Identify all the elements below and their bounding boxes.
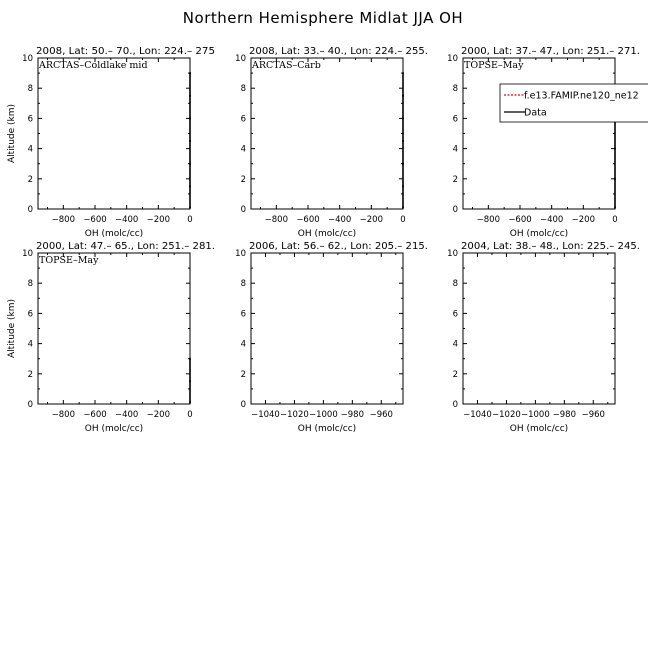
x-axis-label: OH (molc/cc) — [509, 229, 569, 239]
data-point — [189, 185, 191, 187]
y-axis-label: Altitude (km) — [7, 103, 17, 164]
data-point — [189, 380, 191, 382]
x-tick-label: −1040 — [251, 410, 280, 420]
y-axis-label: Altitude (km) — [7, 298, 17, 359]
y-tick-label: 8 — [452, 279, 458, 290]
y-tick-label: 4 — [27, 339, 33, 350]
y-tick-label: 6 — [27, 309, 33, 320]
data-point — [402, 140, 404, 142]
y-tick-label: 2 — [452, 369, 458, 380]
data-point — [189, 402, 191, 404]
x-tick-label: −800 — [476, 215, 501, 225]
x-tick-label: −400 — [539, 215, 564, 225]
y-tick-label: 10 — [235, 54, 246, 64]
campaign-label: TOPSE–May — [39, 255, 99, 266]
x-tick-label: −200 — [571, 215, 596, 225]
data-point — [189, 358, 191, 360]
y-tick-label: 8 — [452, 84, 458, 95]
y-tick-label: 10 — [235, 249, 246, 259]
x-tick-label: −960 — [581, 410, 605, 420]
x-tick-label: −400 — [327, 215, 352, 225]
x-tick-label: −1000 — [308, 410, 338, 420]
y-tick-label: 6 — [27, 114, 33, 125]
y-tick-label: 2 — [240, 369, 246, 380]
data-point — [189, 72, 191, 74]
y-tick-label: 2 — [452, 174, 458, 185]
x-tick-label: −800 — [51, 410, 76, 420]
y-tick-label: 0 — [27, 205, 33, 215]
panel-header: 2008, Lat: 33.– 40., Lon: 224.– 255. — [249, 46, 428, 57]
x-tick-label: −400 — [114, 215, 139, 225]
x-tick-label: −200 — [359, 215, 384, 225]
y-tick-label: 4 — [452, 339, 458, 350]
x-tick-label: 0 — [612, 215, 618, 225]
y-tick-label: 6 — [452, 309, 458, 320]
data-point — [189, 118, 191, 120]
data-point — [402, 72, 404, 74]
x-tick-label: −980 — [552, 410, 577, 420]
y-tick-label: 0 — [240, 400, 246, 410]
x-tick-label: 0 — [400, 215, 406, 225]
data-point — [614, 178, 616, 180]
x-tick-label: 0 — [187, 215, 193, 225]
legend-label: Data — [524, 107, 547, 119]
campaign-label: TOPSE–May — [464, 60, 524, 71]
data-point — [402, 118, 404, 120]
x-tick-label: −800 — [264, 215, 289, 225]
y-tick-label: 2 — [27, 174, 33, 185]
data-point — [402, 95, 404, 97]
data-point — [402, 185, 404, 187]
y-tick-label: 6 — [240, 309, 246, 320]
campaign-label: ARCTAS–Carb — [252, 60, 321, 71]
x-tick-label: −600 — [83, 215, 107, 225]
panel-header: 2000, Lat: 47.– 65., Lon: 251.– 281. — [36, 241, 215, 252]
x-tick-label: −980 — [340, 410, 365, 420]
y-tick-label: 4 — [240, 144, 246, 155]
x-axis-label: OH (molc/cc) — [297, 424, 357, 434]
x-tick-label: −400 — [114, 410, 139, 420]
data-point — [614, 207, 616, 209]
y-tick-label: 8 — [27, 84, 33, 95]
panel-header: 2008, Lat: 50.– 70., Lon: 224.– 275 — [36, 46, 215, 57]
x-tick-label: −800 — [51, 215, 76, 225]
legend-label: f.e13.FAMIP.ne120_ne12 — [524, 90, 639, 102]
x-tick-label: −200 — [146, 215, 171, 225]
legend — [500, 84, 648, 122]
y-tick-label: 8 — [240, 279, 246, 290]
y-tick-label: 6 — [452, 114, 458, 125]
data-point — [189, 163, 191, 165]
x-axis-label: OH (molc/cc) — [84, 424, 144, 434]
panel-header: 2004, Lat: 38.– 48., Lon: 225.– 245. — [461, 241, 640, 252]
y-tick-label: 8 — [27, 279, 33, 290]
panel-header: 2006, Lat: 56.– 62., Lon: 205.– 215. — [249, 241, 428, 252]
y-tick-label: 10 — [447, 54, 458, 64]
x-tick-label: −1020 — [492, 410, 521, 420]
y-tick-label: 4 — [27, 144, 33, 155]
y-tick-label: 0 — [240, 205, 246, 215]
x-tick-label: −600 — [296, 215, 320, 225]
x-axis-label: OH (molc/cc) — [84, 229, 144, 239]
y-tick-label: 0 — [452, 400, 458, 410]
panel-header: 2000, Lat: 37.– 47., Lon: 251.– 271. — [461, 46, 640, 57]
data-point — [402, 163, 404, 165]
y-tick-label: 10 — [22, 54, 33, 64]
x-tick-label: −200 — [146, 410, 171, 420]
y-tick-label: 2 — [27, 369, 33, 380]
data-point — [189, 207, 191, 209]
y-tick-label: 6 — [240, 114, 246, 125]
y-tick-label: 10 — [447, 249, 458, 259]
x-tick-label: −1000 — [520, 410, 550, 420]
y-tick-label: 8 — [240, 84, 246, 95]
y-tick-label: 2 — [240, 174, 246, 185]
x-axis-label: OH (molc/cc) — [509, 424, 569, 434]
x-tick-label: −600 — [508, 215, 532, 225]
x-tick-label: −960 — [369, 410, 393, 420]
x-tick-label: 0 — [187, 410, 193, 420]
x-tick-label: −1020 — [280, 410, 309, 420]
data-point — [189, 95, 191, 97]
y-tick-label: 4 — [240, 339, 246, 350]
y-tick-label: 0 — [27, 400, 33, 410]
y-tick-label: 0 — [452, 205, 458, 215]
y-tick-label: 4 — [452, 144, 458, 155]
y-tick-label: 10 — [22, 249, 33, 259]
x-axis-label: OH (molc/cc) — [297, 229, 357, 239]
x-tick-label: −600 — [83, 410, 107, 420]
data-point — [189, 140, 191, 142]
campaign-label: ARCTAS–Coldlake mid — [39, 60, 148, 71]
figure-title: Northern Hemisphere Midlat JJA OH — [182, 9, 464, 27]
x-tick-label: −1040 — [463, 410, 492, 420]
data-point — [614, 148, 616, 150]
data-point — [402, 207, 404, 209]
